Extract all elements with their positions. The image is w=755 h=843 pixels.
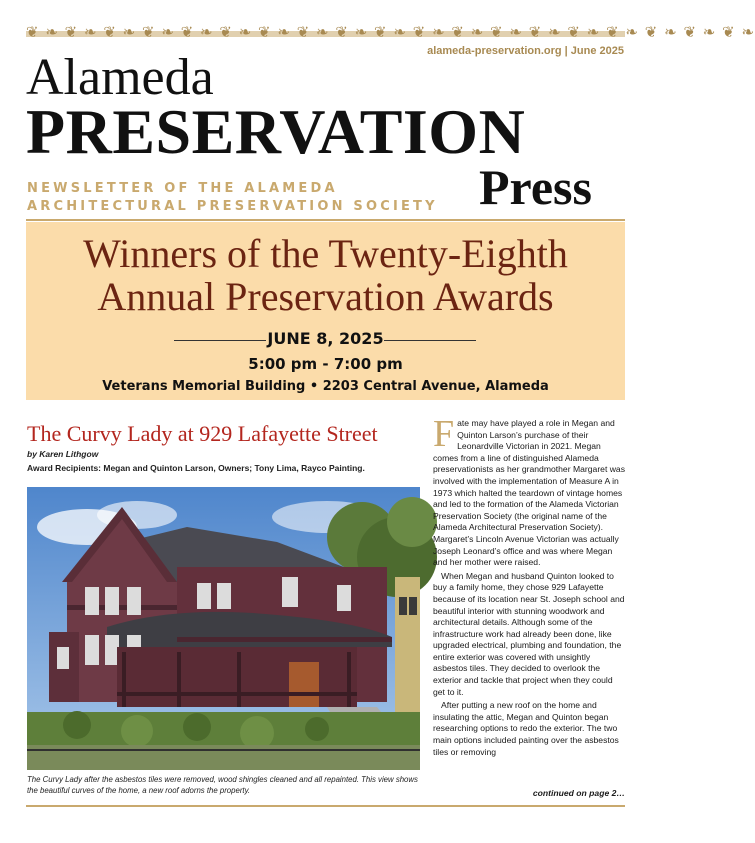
subtitle-line-1: NEWSLETTER OF THE ALAMEDA — [27, 181, 338, 196]
banner-headline — [26, 232, 625, 318]
photo-caption: The Curvy Lady after the asbestos tiles were removed, wood shingles cleaned and all repainted. This view shows the beautiful curves of the home, a new roof adorns the property. — [27, 775, 418, 795]
paragraph-2: When Megan and husband Quinton looked to buy a family home, they chose 929 Lafayette because of its location near St. Joseph school and beautiful interior with stunning woodwork and architectural details. Although some of the infrastructure work had already been done, like upgraded electrical, plumbing and foundation, the entire exterior was covered with unsightly asbestos tiles. They decided to overlook the exterior and tackle that project when they could get to it. — [433, 570, 625, 697]
article-title: The Curvy Lady at 929 Lafayette Street — [27, 421, 378, 446]
subtitle-line-2: ARCHITECTURAL PRESERVATION SOCIETY — [27, 199, 438, 214]
event-time: 5:00 pm - 7:00 pm — [248, 355, 403, 373]
masthead-divider — [26, 219, 625, 221]
paragraph-1 — [433, 413, 626, 569]
newsletter-subtitle — [27, 180, 438, 216]
victorian-house-illustration — [27, 487, 420, 770]
event-banner — [26, 222, 625, 400]
drop-cap: F — [433, 413, 455, 455]
paragraph-3: After putting a new roof on the home and insulating the attic, Megan and Quinton began researching options to redo the exterior. The two main options included painting over the asbestos tiles or removing — [433, 700, 619, 757]
ornament-border-top — [26, 23, 755, 43]
article-body — [433, 413, 626, 758]
house-photo — [27, 487, 420, 770]
event-date-wrap — [26, 329, 625, 349]
headline-line-2: Annual Preservation Awards — [97, 274, 554, 319]
title-preservation: PRESERVATION — [26, 96, 526, 167]
ornament-leaf-icon: ❦ ❧ ❦ ❧ ❦ ❧ ❦ ❧ ❦ ❧ ❦ ❧ ❦ ❧ ❦ ❧ ❦ ❧ ❦ ❧ ❦ ❧ ❦ ❧ ❦ ❧ ❦ ❧ ❦ ❧ ❦ ❧ ❦ ❧ ❦ ❧ ❦ ❧ — [26, 23, 755, 41]
event-venue: Veterans Memorial Building • 2203 Central Avenue, Alameda — [102, 379, 549, 394]
headline-line-1: Winners of the Twenty-Eighth — [83, 231, 568, 276]
article-byline: by Karen Lithgow — [27, 449, 99, 459]
title-press: Press — [479, 159, 592, 215]
event-date: JUNE 8, 2025 — [267, 329, 384, 348]
paragraph-1-text: ate may have played a role in Megan and Quinton Larson’s purchase of their Leonardville Victorian in 2021. Megan comes from a line of distinguished Alameda preservationists as her grandmother Margaret was involved with the implementation of Measure A in 1973 which halted the teardown of vintage homes and led to the formation of the Alameda Victorian Preservation Society (the original name of the Alameda Architectural Preservation Society). Margaret’s Lincoln Avenue Victorian was actually Joseph Leonard’s office and was where Megan and her mother were raised. — [433, 418, 626, 568]
footer-divider — [26, 805, 625, 807]
continued-link[interactable]: continued on page 2… — [532, 788, 625, 798]
masthead-url-date: alameda-preservation.org | June 2025 — [427, 45, 624, 57]
award-recipients: Award Recipients: Megan and Quinton Larson, Owners; Tony Lima, Rayco Painting. — [27, 463, 365, 473]
title-alameda: Alameda — [26, 49, 214, 106]
